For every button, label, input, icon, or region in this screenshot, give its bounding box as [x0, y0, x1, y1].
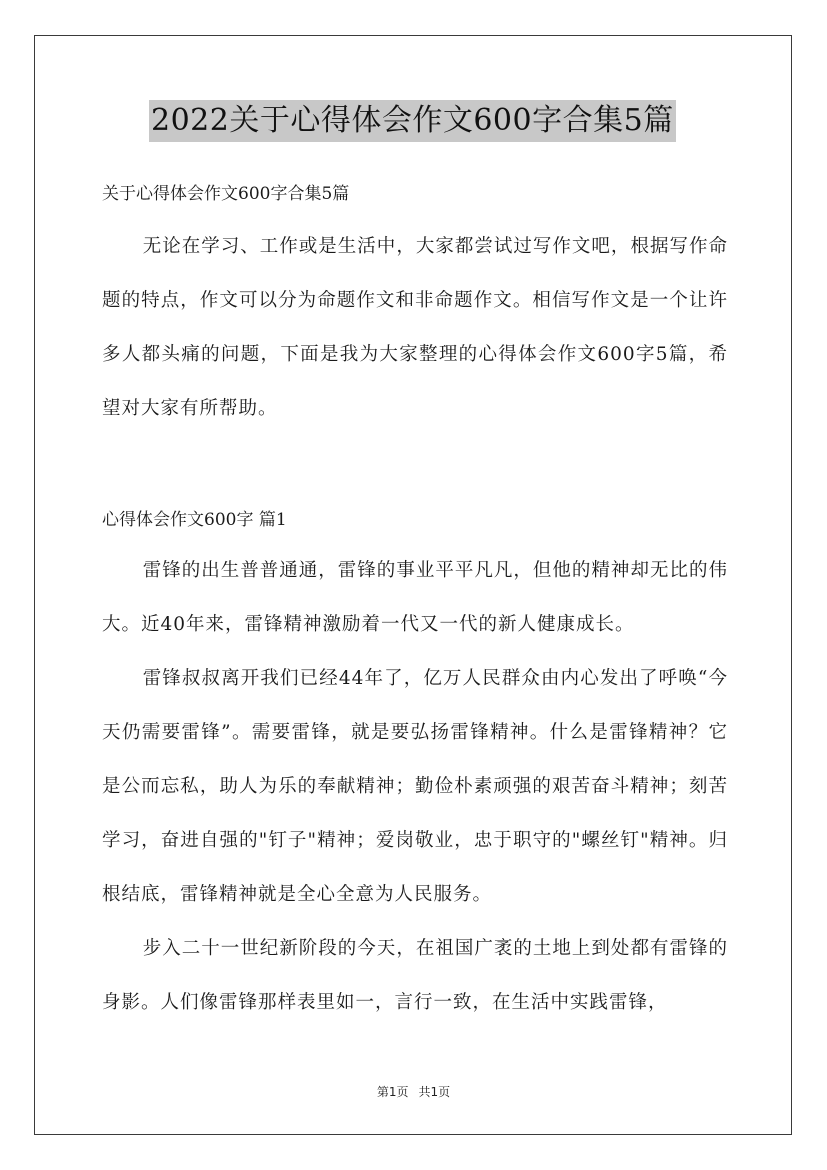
body-paragraph: 雷锋叔叔离开我们已经44年了，亿万人民群众由内心发出了呼唤“今天仍需要雷锋”。需要雷锋，就是要弘扬雷锋精神。什么是雷锋精神？它是公而忘私，助人为乐的奉献精神；勤俭朴素顽强的艰苦奋斗精神；刻苦学习，奋进自强的"钉子"精神；爱岗敬业，忠于职守的"螺丝钉"精神。归根结底，雷锋精神就是全心全意为人民服务。 [102, 668, 728, 905]
section-heading: 心得体会作文600字 篇1 [102, 510, 287, 530]
document-subtitle: 关于心得体会作文600字合集5篇 [102, 184, 350, 204]
page-total: 共1页 [418, 1085, 451, 1099]
page-number: 第1页 [376, 1085, 409, 1099]
body-paragraph: 步入二十一世纪新阶段的今天，在祖国广袤的土地上到处都有雷锋的身影。人们像雷锋那样表里如一，言行一致，在生活中实践雷锋， [102, 938, 728, 1013]
page-footer [0, 1083, 827, 1100]
intro-paragraph: 无论在学习、工作或是生活中，大家都尝试过写作文吧，根据写作命题的特点，作文可以分为命题作文和非命题作文。相信写作文是一个让许多人都头痛的问题，下面是我为大家整理的心得体会作文600字5篇，希望对大家有所帮助。 [102, 236, 728, 419]
document-title: 2022关于心得体会作文600字合集5篇 [149, 100, 676, 142]
body-paragraph: 雷锋的出生普普通通，雷锋的事业平平凡凡，但他的精神却无比的伟大。近40年来，雷锋精神激励着一代又一代的新人健康成长。 [102, 560, 728, 635]
